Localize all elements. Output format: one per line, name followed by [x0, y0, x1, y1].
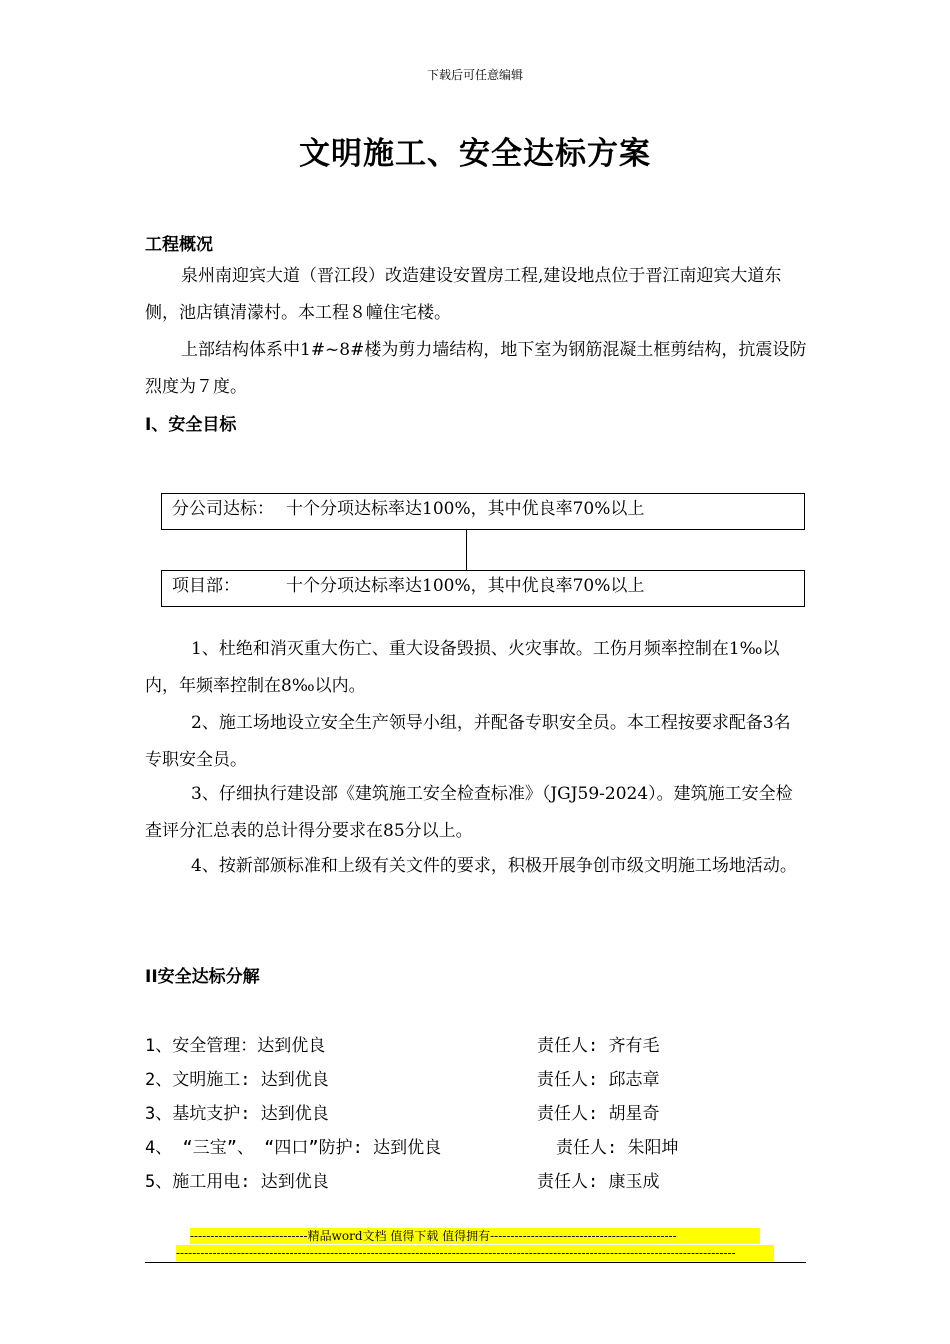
goal-box-connector — [466, 529, 467, 570]
breakdown-person-1: 责任人: 齐有毛 — [537, 1036, 660, 1056]
breakdown-person-3: 责任人: 胡星奇 — [537, 1104, 660, 1124]
breakdown-item-4: 4、 “三宝”、 “四口”防护: 达到优良 — [145, 1138, 442, 1158]
goal-box-project — [161, 570, 805, 607]
footer-rule — [145, 1262, 806, 1263]
goal-box-project-text: 十个分项达标率达100%，其中优良率70%以上 — [286, 576, 645, 596]
goal-box-branch-text: 十个分项达标率达100%，其中优良率70%以上 — [286, 499, 645, 519]
overview-heading: 工程概况 — [145, 235, 213, 255]
breakdown-person-2: 责任人: 邱志章 — [537, 1070, 660, 1090]
breakdown-item-2: 2、文明施工: 达到优良 — [145, 1070, 329, 1090]
goal-item-1: 1、杜绝和消灭重大伤亡、重大设备毁损、火灾事故。工伤月频率控制在1‰以内，年频率控制在8‰以内。 — [145, 639, 780, 696]
goal-item-3: 3、仔细执行建设部《建筑施工安全检查标准》（JGJ59-2024）。建筑施工安全检查评分汇总表的总计得分要求在85分以上。 — [145, 784, 793, 841]
breakdown-item-5: 5、施工用电: 达到优良 — [145, 1172, 329, 1192]
goal-item-2: 2、施工场地设立安全生产领导小组，并配备专职安全员。本工程按要求配备3名专职安全员。 — [145, 713, 791, 770]
overview-paragraph-1: 泉州南迎宾大道（晋江段）改造建设安置房工程,建设地点位于晋江南迎宾大道东侧，池店镇清濛村。本工程８幢住宅楼。 — [145, 266, 782, 323]
breakdown-item-1: 1、安全管理：达到优良 — [145, 1036, 326, 1056]
goal-item-4: 4、按新部颁标准和上级有关文件的要求，积极开展争创市级文明施工场地活动。 — [191, 856, 797, 876]
goal-box-branch — [161, 493, 805, 530]
goal-box-branch-label: 分公司达标： — [172, 499, 274, 519]
footer-banner-line-1: -----------------------------精品word文档 值得下载 值得拥有---------------------------------------------- — [190, 1228, 760, 1244]
overview-paragraph-2: 上部结构体系中1#~8#楼为剪力墙结构，地下室为钢筋混凝土框剪结构，抗震设防烈度为７度。 — [145, 340, 807, 397]
breakdown-person-5: 责任人: 康玉成 — [537, 1172, 660, 1192]
header-note: 下载后可任意编辑 — [426, 68, 523, 82]
goal-box-project-label: 项目部： — [172, 576, 240, 596]
document-title: 文明施工、安全达标方案 — [299, 136, 651, 172]
breakdown-heading: II安全达标分解 — [145, 967, 260, 987]
footer-banner-line-2: ------------------------------------------------------------------------------------------------------------------------------------------ — [176, 1245, 774, 1261]
safety-goal-heading: I、安全目标 — [145, 415, 237, 435]
breakdown-person-4: 责任人: 朱阳坤 — [556, 1138, 679, 1158]
breakdown-item-3: 3、基坑支护: 达到优良 — [145, 1104, 329, 1124]
